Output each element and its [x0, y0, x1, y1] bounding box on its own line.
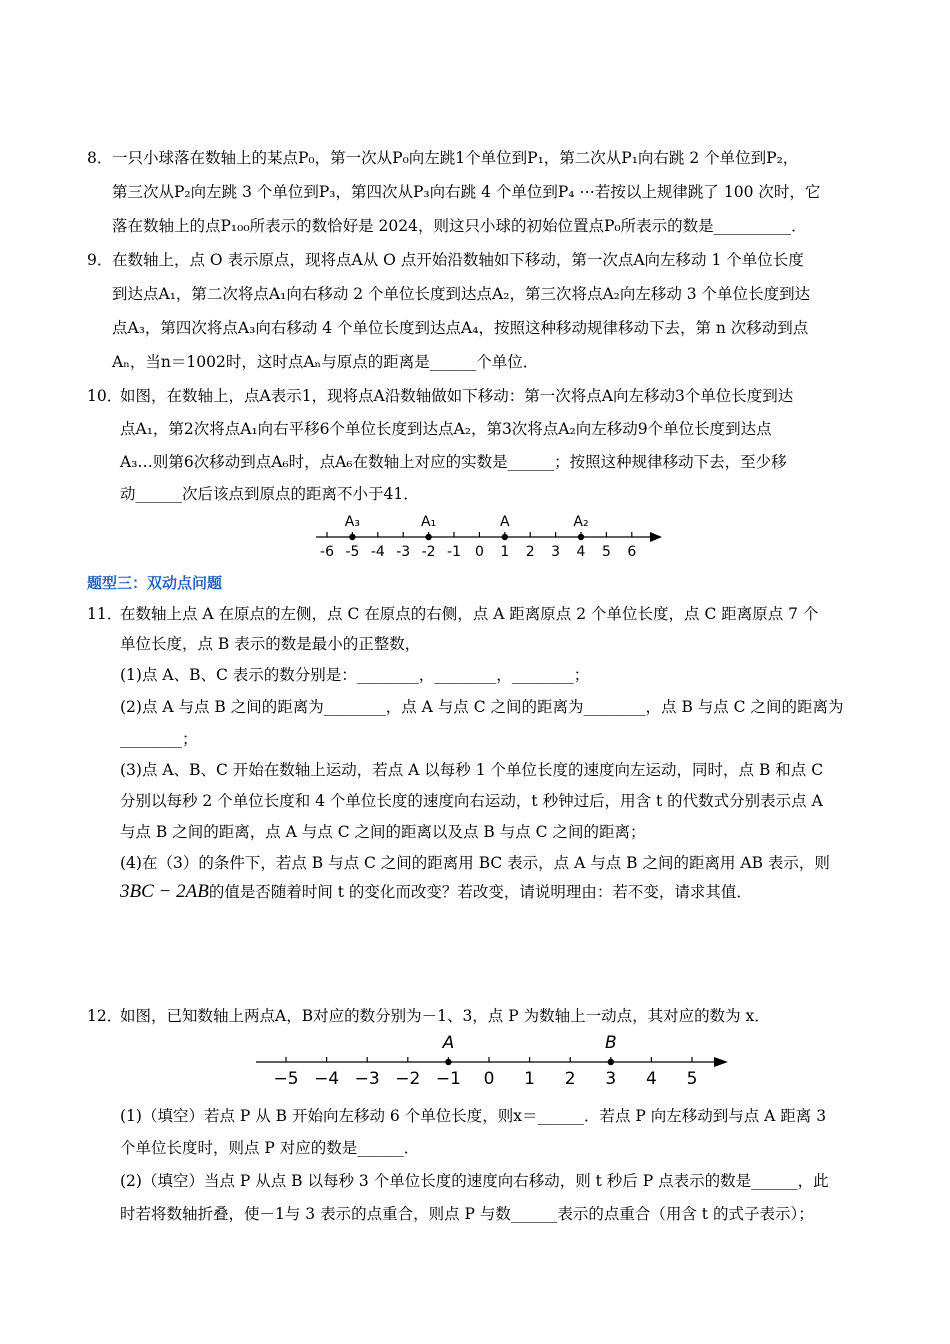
problem-11-q3-line-2: 分别以每秒 2 个单位长度和 4 个单位长度的速度向右运动，t 秒钟过后，用含 t 的代数式分别表示点 A: [120, 792, 823, 810]
problem-11-line-1: 在数轴上点 A 在原点的左侧，点 C 在原点的右侧，点 A 距离原点 2 个单位长度，点 C 距离原点 7 个: [120, 605, 819, 623]
problem-8-line-3: 落在数轴上的点P₁₀₀所表示的数恰好是 2024，则这只小球的初始位置点P₀所表示的数是__________．: [112, 217, 807, 235]
point-marker: [502, 534, 508, 540]
number-line-figure-12: [250, 1034, 740, 1090]
point-label: A₂: [573, 514, 589, 530]
problem-9-line-4: Aₙ，当n＝1002时，这时点Aₙ与原点的距离是______个单位．: [112, 353, 539, 371]
problem-11-line-2: 单位长度，点 B 表示的数是最小的正整数，: [120, 635, 421, 653]
problem-12-q2-line-2: 时若将数轴折叠，使－1与 3 表示的点重合，则点 P 与数______表示的点重合（用含 t 的式子表示）；: [120, 1205, 814, 1223]
tick-label: 5: [601, 544, 611, 560]
problem-8-line-1: 一只小球落在数轴上的某点P₀，第一次从P₀向左跳1个单位到P₁，第二次从P₁向右跳 2 个单位到P₂，: [112, 149, 799, 167]
problem-12-q1-line-1: (1)（填空）若点 P 从 B 开始向左移动 6 个单位长度，则x＝______．若点 P 向左移动到与点 A 距离 3: [120, 1107, 827, 1125]
problem-11-q4-line-1: (4)在（3）的条件下，若点 B 与点 C 之间的距离用 BC 表示，点 A 与点 B 之间的距离用 AB 表示，则: [120, 854, 830, 872]
expression-3bc-2ab: 3BC − 2AB: [120, 881, 209, 902]
problem-9-line-3: 点A₃，第四次将点A₃向右移动 4 个单位长度到达点A₄，按照这种移动规律移动下去，第 n 次移动到点: [112, 319, 809, 337]
tick-label: 0: [483, 1069, 495, 1089]
tick-label: 1: [524, 1069, 536, 1089]
problem-11-q2-line-2: ________；: [120, 730, 198, 748]
point-marker: [608, 1059, 614, 1065]
problem-9-line-2: 到达点A₁，第二次将点A₁向右移动 2 个单位长度到达点A₂，第三次将点A₂向左移动 3 个单位长度到达: [112, 285, 811, 303]
problem-12-q2-line-1: (2)（填空）当点 P 从点 B 以每秒 3 个单位长度的速度向右移动，则 t 秒后 P 点表示的数是______，此: [120, 1172, 829, 1190]
point-marker: [425, 534, 431, 540]
point-marker: [349, 534, 355, 540]
problem-12-number: 12．: [87, 1007, 123, 1025]
point-label: A₁: [420, 514, 437, 530]
number-line-arrow: [714, 1057, 728, 1067]
problem-10-number: 10．: [87, 387, 123, 405]
problem-8-line-2: 第三次从P₂向左跳 3 个单位到P₃，第四次从P₃向右跳 4 个单位到P₄ ⋯若按以上规律跳了 100 次时，它: [112, 183, 821, 201]
problem-10-line-3: A₃…则第6次移动到点A₆时，点A₆在数轴上对应的实数是______；按照这种规律移动下去，至少移: [120, 453, 787, 471]
point-label: B: [604, 1034, 617, 1053]
tick-label: -1: [447, 544, 461, 560]
tick-label: -4: [370, 544, 385, 560]
problem-11-q2-line-1: (2)点 A 与点 B 之间的距离为________，点 A 与点 C 之间的距离为________，点 B 与点 C 之间的距离为: [120, 698, 844, 716]
tick-label: −4: [314, 1069, 340, 1089]
tick-label: −2: [395, 1069, 421, 1089]
problem-12-q1-line-2: 个单位长度时，则点 P 对应的数是______．: [120, 1139, 420, 1157]
tick-label: -3: [396, 544, 411, 560]
problem-9-number: 9．: [87, 251, 113, 269]
number-line-figure-10: [310, 510, 670, 564]
problem-11-number: 11．: [87, 605, 123, 623]
tick-label: −3: [354, 1069, 380, 1089]
tick-label: 5: [686, 1069, 698, 1089]
tick-label: 2: [564, 1069, 576, 1089]
problem-9-line-1: 在数轴上，点 O 表示原点，现将点A从 O 点开始沿数轴如下移动，第一次点A向左移动 1 个单位长度: [112, 251, 804, 269]
tick-label: 1: [500, 544, 510, 560]
section-heading: 题型三：双动点问题: [87, 574, 223, 592]
tick-label: -6: [320, 544, 334, 560]
tick-label: -5: [345, 544, 360, 560]
problem-11-q3-line-3: 与点 B 之间的距离，点 A 与点 C 之间的距离以及点 B 与点 C 之间的距离；: [120, 823, 646, 841]
point-label: A: [500, 514, 510, 530]
tick-label: 4: [576, 544, 586, 560]
point-label: A: [442, 1034, 455, 1053]
tick-label: 4: [645, 1069, 657, 1089]
tick-label: 3: [605, 1069, 617, 1089]
point-label: A₃: [344, 514, 361, 530]
tick-label: 2: [525, 544, 535, 560]
problem-12-line-1: 如图，已知数轴上两点A，B对应的数分别为－1、3，点 P 为数轴上一动点，其对应的数为 x．: [120, 1007, 770, 1025]
problem-10-line-4: 动______次后该点到原点的距离不小于41．: [120, 485, 419, 503]
tick-label: −5: [273, 1069, 299, 1089]
tick-label: 6: [627, 544, 637, 560]
point-marker: [578, 534, 584, 540]
tick-label: −1: [435, 1069, 461, 1089]
tick-label: -2: [421, 544, 436, 560]
problem-11-q4-line-2: [120, 882, 752, 902]
number-line-arrow: [650, 532, 662, 542]
problem-10-line-1: 如图，在数轴上，点A表示1，现将点A沿数轴做如下移动：第一次将点A向左移动3个单位长度到达: [120, 387, 794, 405]
tick-label: 0: [474, 544, 484, 560]
tick-label: 3: [551, 544, 561, 560]
point-marker: [445, 1059, 451, 1065]
problem-11-q3-line-1: (3)点 A、B、C 开始在数轴上运动，若点 A 以每秒 1 个单位长度的速度向左运动，同时，点 B 和点 C: [120, 761, 824, 779]
problem-8-number: 8．: [87, 149, 113, 167]
problem-11-q1: (1)点 A、B、C 表示的数分别是：________，________，________；: [120, 666, 590, 684]
problem-10-line-2: 点A₁，第2次将点A₁向右平移6个单位长度到达点A₂，第3次将点A₂向左移动9个单位长度到达点: [120, 420, 772, 438]
problem-11-q4-line-2-text: 的值是否随着时间 t 的变化而改变？若改变，请说明理由：若不变，请求其值．: [208, 883, 752, 901]
